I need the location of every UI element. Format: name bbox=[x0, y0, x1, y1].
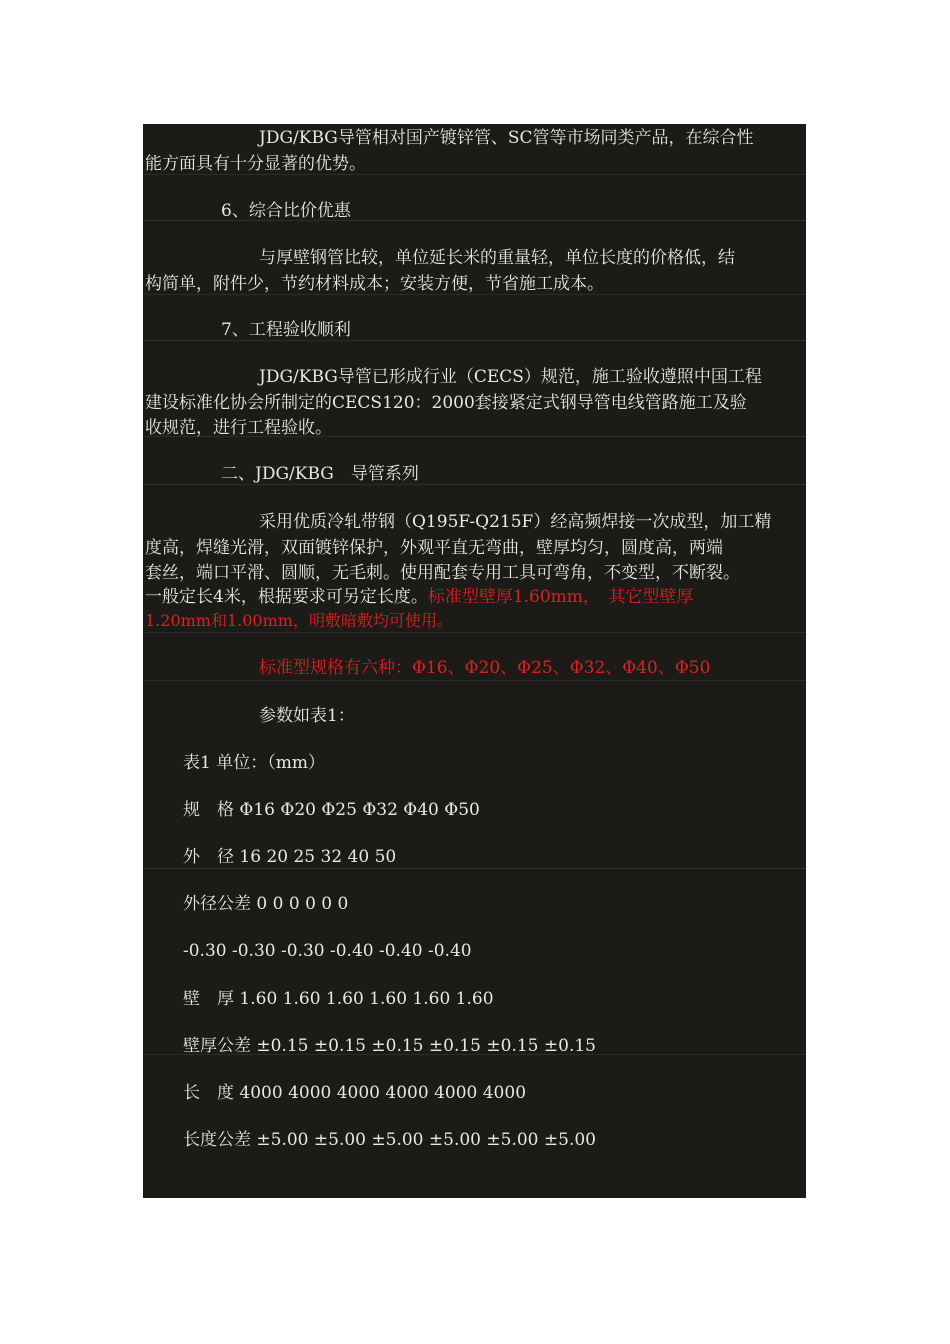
paragraph-line: 建设标准化协会所制定的CECS120：2000套接紧定式钢导管电线管路施工及验 bbox=[145, 393, 747, 413]
spec-highlight: 标准型规格有六种：Φ16、Φ20、Φ25、Φ32、Φ40、Φ50 bbox=[259, 658, 711, 678]
document-panel bbox=[143, 124, 806, 1198]
highlight-text: 1.20mm和1.00mm，明敷暗敷均可使用。 bbox=[145, 611, 453, 630]
params-label: 参数如表1： bbox=[259, 706, 355, 726]
table-row: 规 格 Φ16 Φ20 Φ25 Φ32 Φ40 Φ50 bbox=[183, 800, 480, 820]
paragraph-line: JDG/KBG导管已形成行业（CECS）规范，施工验收遵照中国工程 bbox=[259, 367, 762, 387]
section-heading: 7、工程验收顺利 bbox=[221, 320, 351, 340]
table-row: 壁 厚 1.60 1.60 1.60 1.60 1.60 1.60 bbox=[183, 989, 494, 1009]
table-row: 外 径 16 20 25 32 40 50 bbox=[183, 847, 397, 867]
row-divider bbox=[143, 680, 806, 681]
paragraph-line: 收规范，进行工程验收。 bbox=[145, 418, 332, 438]
section-heading: 6、综合比价优惠 bbox=[221, 201, 351, 221]
table-row: 外径公差 0 0 0 0 0 0 bbox=[183, 894, 349, 914]
paragraph-line bbox=[145, 585, 693, 609]
paragraph-line: 构简单，附件少，节约材料成本；安装方便，节省施工成本。 bbox=[145, 274, 604, 294]
paragraph-line: 采用优质冷轧带钢（Q195F-Q215F）经高频焊接一次成型，加工精 bbox=[259, 512, 772, 532]
table-row: -0.30 -0.30 -0.30 -0.40 -0.40 -0.40 bbox=[183, 941, 472, 961]
paragraph-line: JDG/KBG导管相对国产镀锌管、SC管等市场同类产品，在综合性 bbox=[259, 128, 754, 148]
paragraph-line: 度高，焊缝光滑，双面镀锌保护，外观平直无弯曲，壁厚均匀，圆度高，两端 bbox=[145, 538, 723, 558]
paragraph-line: 能方面具有十分显著的优势。 bbox=[145, 154, 366, 174]
table-caption: 表1 单位：（mm） bbox=[183, 753, 325, 773]
section-heading: 二、JDG/KBG 导管系列 bbox=[221, 464, 419, 484]
table-row: 壁厚公差 ±0.15 ±0.15 ±0.15 ±0.15 ±0.15 ±0.15 bbox=[183, 1036, 596, 1056]
highlight-text: 标准型壁厚1.60mm， 其它型壁厚 bbox=[427, 587, 694, 607]
paragraph-line: 套丝，端口平滑、圆顺，无毛刺。使用配套专用工具可弯角，不变型，不断裂。 bbox=[145, 563, 740, 583]
paragraph-text: 一般定长4米，根据要求可另定长度。 bbox=[145, 587, 428, 607]
paragraph-line: 与厚壁钢管比较，单位延长米的重量轻，单位长度的价格低，结 bbox=[259, 248, 735, 268]
table-row: 长 度 4000 4000 4000 4000 4000 4000 bbox=[183, 1083, 527, 1103]
table-row: 长度公差 ±5.00 ±5.00 ±5.00 ±5.00 ±5.00 ±5.00 bbox=[183, 1130, 596, 1150]
